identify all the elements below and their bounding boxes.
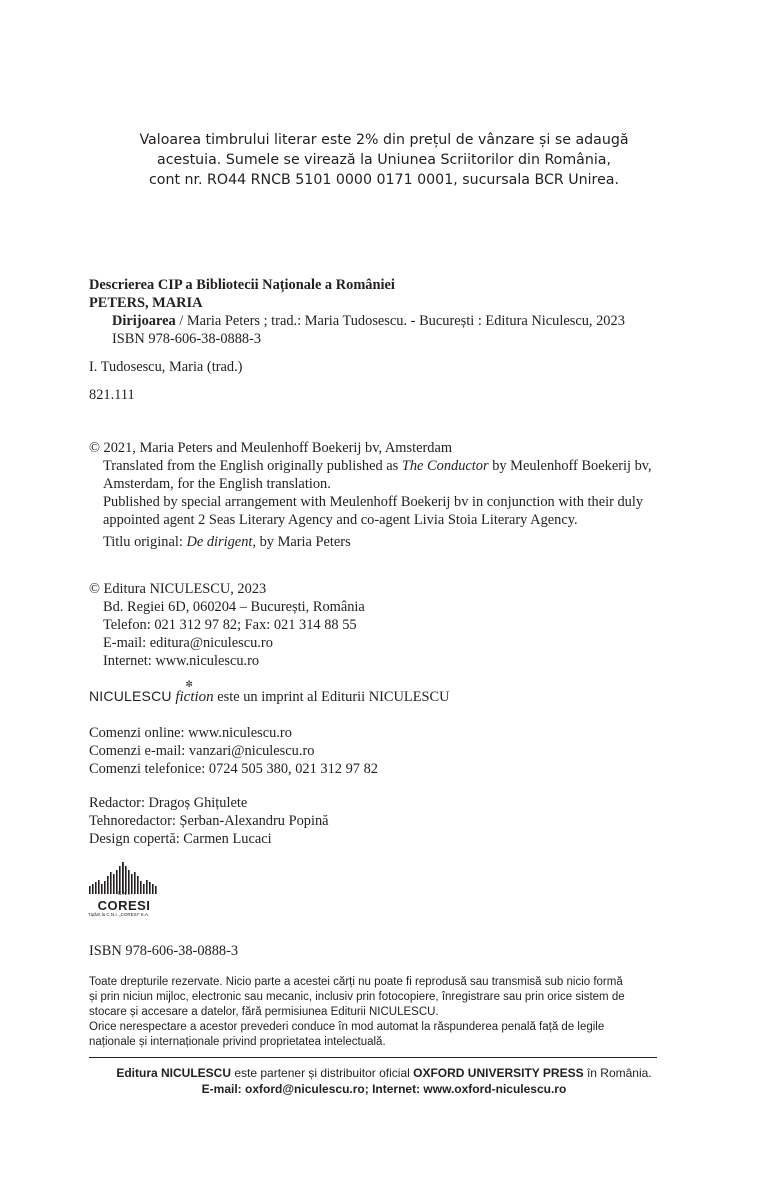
partner-note [0, 1065, 768, 1097]
isbn-bottom: ISBN 978-606-38-0888-3 [89, 943, 239, 959]
organ-pipes-icon [88, 862, 160, 894]
fiction-logo-text [175, 679, 214, 705]
cip-description [89, 276, 625, 348]
copyright-line: © 2021, Maria Peters and Meulenhoff Boekerij bv, Amsterdam [89, 440, 453, 456]
coresi-subtitle: Tipărit la C.N.I. „CORESI” S.A. [88, 912, 150, 917]
partner-oup: OXFORD UNIVERSITY PRESS [413, 1066, 584, 1080]
rights-line: Orice nerespectare a acestor prevederi conduce în mod automat la răspunderea penală față de legile [89, 1021, 605, 1033]
original-title-author: , by Maria Peters [252, 534, 351, 550]
partner-contact-text: E-mail: oxford@niculescu.ro; Internet: www.oxford-niculescu.ro [201, 1082, 567, 1096]
stamp-tax-notice [0, 130, 768, 190]
rights-line: Toate drepturile rezervate. Nicio parte a acestei cărți nu poate fi reprodusă sau transmisă sub nicio formă [89, 976, 623, 988]
stamp-notice-line: cont nr. RO44 RNCB 5101 0000 0171 0001, sucursala BCR Unirea. [148, 172, 620, 188]
publisher-block [89, 580, 365, 670]
coresi-cni-label: C.N.I. [117, 891, 131, 897]
arrangement-note-cont: appointed agent 2 Seas Literary Agency and co-agent Livia Stoia Literary Agency. [103, 512, 578, 528]
publisher-website: Internet: www.niculescu.ro [103, 653, 260, 669]
orders-email: Comenzi e-mail: vanzari@niculescu.ro [89, 743, 315, 759]
credit-editor: Redactor: Dragoș Ghițulete [89, 795, 248, 811]
translation-note-text: by Meulenhoff Boekerij bv, [488, 458, 652, 474]
translation-note-cont: Amsterdam, for the English translation. [103, 476, 331, 492]
orders-online: Comenzi online: www.niculescu.ro [89, 725, 292, 741]
partner-contact [0, 1081, 768, 1097]
credits-block [89, 794, 329, 848]
partner-line [0, 1065, 768, 1081]
cip-classification: 821.111 [89, 387, 135, 403]
cip-translator: I. Tudosescu, Maria (trad.) [89, 359, 243, 375]
cip-heading: Descrierea CIP a Bibliotecii Naționale a României [89, 277, 395, 293]
arrangement-note: Published by special arrangement with Meulenhoff Boekerij bv in conjunction with their duly [103, 494, 644, 510]
cip-title-line [89, 312, 625, 330]
stamp-notice-line: Valoarea timbrului literar este 2% din prețul de vânzare și se adaugă [139, 132, 629, 148]
publisher-phone: Telefon: 021 312 97 82; Fax: 021 314 88 55 [103, 617, 357, 633]
orders-block [89, 724, 378, 778]
copyright-block [89, 439, 652, 529]
publisher-email: E-mail: editura@niculescu.ro [103, 635, 273, 651]
orders-phone: Comenzi telefonice: 0724 505 380, 021 312 97 82 [89, 761, 378, 777]
cip-title-details: / Maria Peters ; trad.: Maria Tudosescu. - București : Editura Niculescu, 2023 [175, 313, 625, 329]
rights-line: și prin niciun mijloc, electronic sau mecanic, inclusiv prin fotocopiere, înregistrare sau prin orice sistem de [89, 991, 625, 1003]
translation-note [89, 457, 652, 475]
fiction-word: fiction [175, 689, 214, 705]
credit-typesetter: Tehnoredactor: Șerban-Alexandru Popină [89, 813, 329, 829]
publisher-address: Bd. Regiei 6D, 060204 – București, România [103, 599, 365, 615]
publisher-copyright: © Editura NICULESCU, 2023 [89, 581, 267, 597]
cip-author: PETERS, MARIA [89, 295, 203, 311]
niculescu-fiction-logo-text: NICULESCU [89, 688, 172, 704]
coresi-name: CORESI [97, 898, 151, 913]
original-title-line [89, 533, 351, 551]
translation-note-text: Translated from the English originally published as [103, 458, 402, 474]
partner-text-end: în România. [583, 1066, 652, 1080]
rights-line: naționale și internaționale privind proprietatea intelectuală. [89, 1036, 386, 1048]
credit-cover-design: Design copertă: Carmen Lucaci [89, 831, 272, 847]
cip-isbn: ISBN 978-606-38-0888-3 [112, 331, 262, 347]
imprint-line [89, 679, 450, 706]
rights-notice [89, 975, 661, 1050]
imprint-text: este un imprint al Editurii NICULESCU [213, 689, 450, 705]
partner-publisher: Editura NICULESCU [116, 1066, 232, 1080]
cip-title: Dirijoarea [112, 313, 176, 329]
partner-text: este partener și distribuitor oficial [231, 1066, 414, 1080]
rights-line: stocare și accesare a datelor, fără permisiunea Editurii NICULESCU. [89, 1006, 439, 1018]
tree-icon: ✼ [185, 679, 193, 689]
original-book-title: The Conductor [401, 458, 489, 474]
coresi-printer-logo [88, 862, 168, 920]
divider [89, 1057, 657, 1058]
original-title: De dirigent [186, 534, 253, 550]
original-title-label: Titlu original: [103, 534, 187, 550]
stamp-notice-line: acestuia. Sumele se virează la Uniunea Scriitorilor din România, [157, 152, 611, 168]
